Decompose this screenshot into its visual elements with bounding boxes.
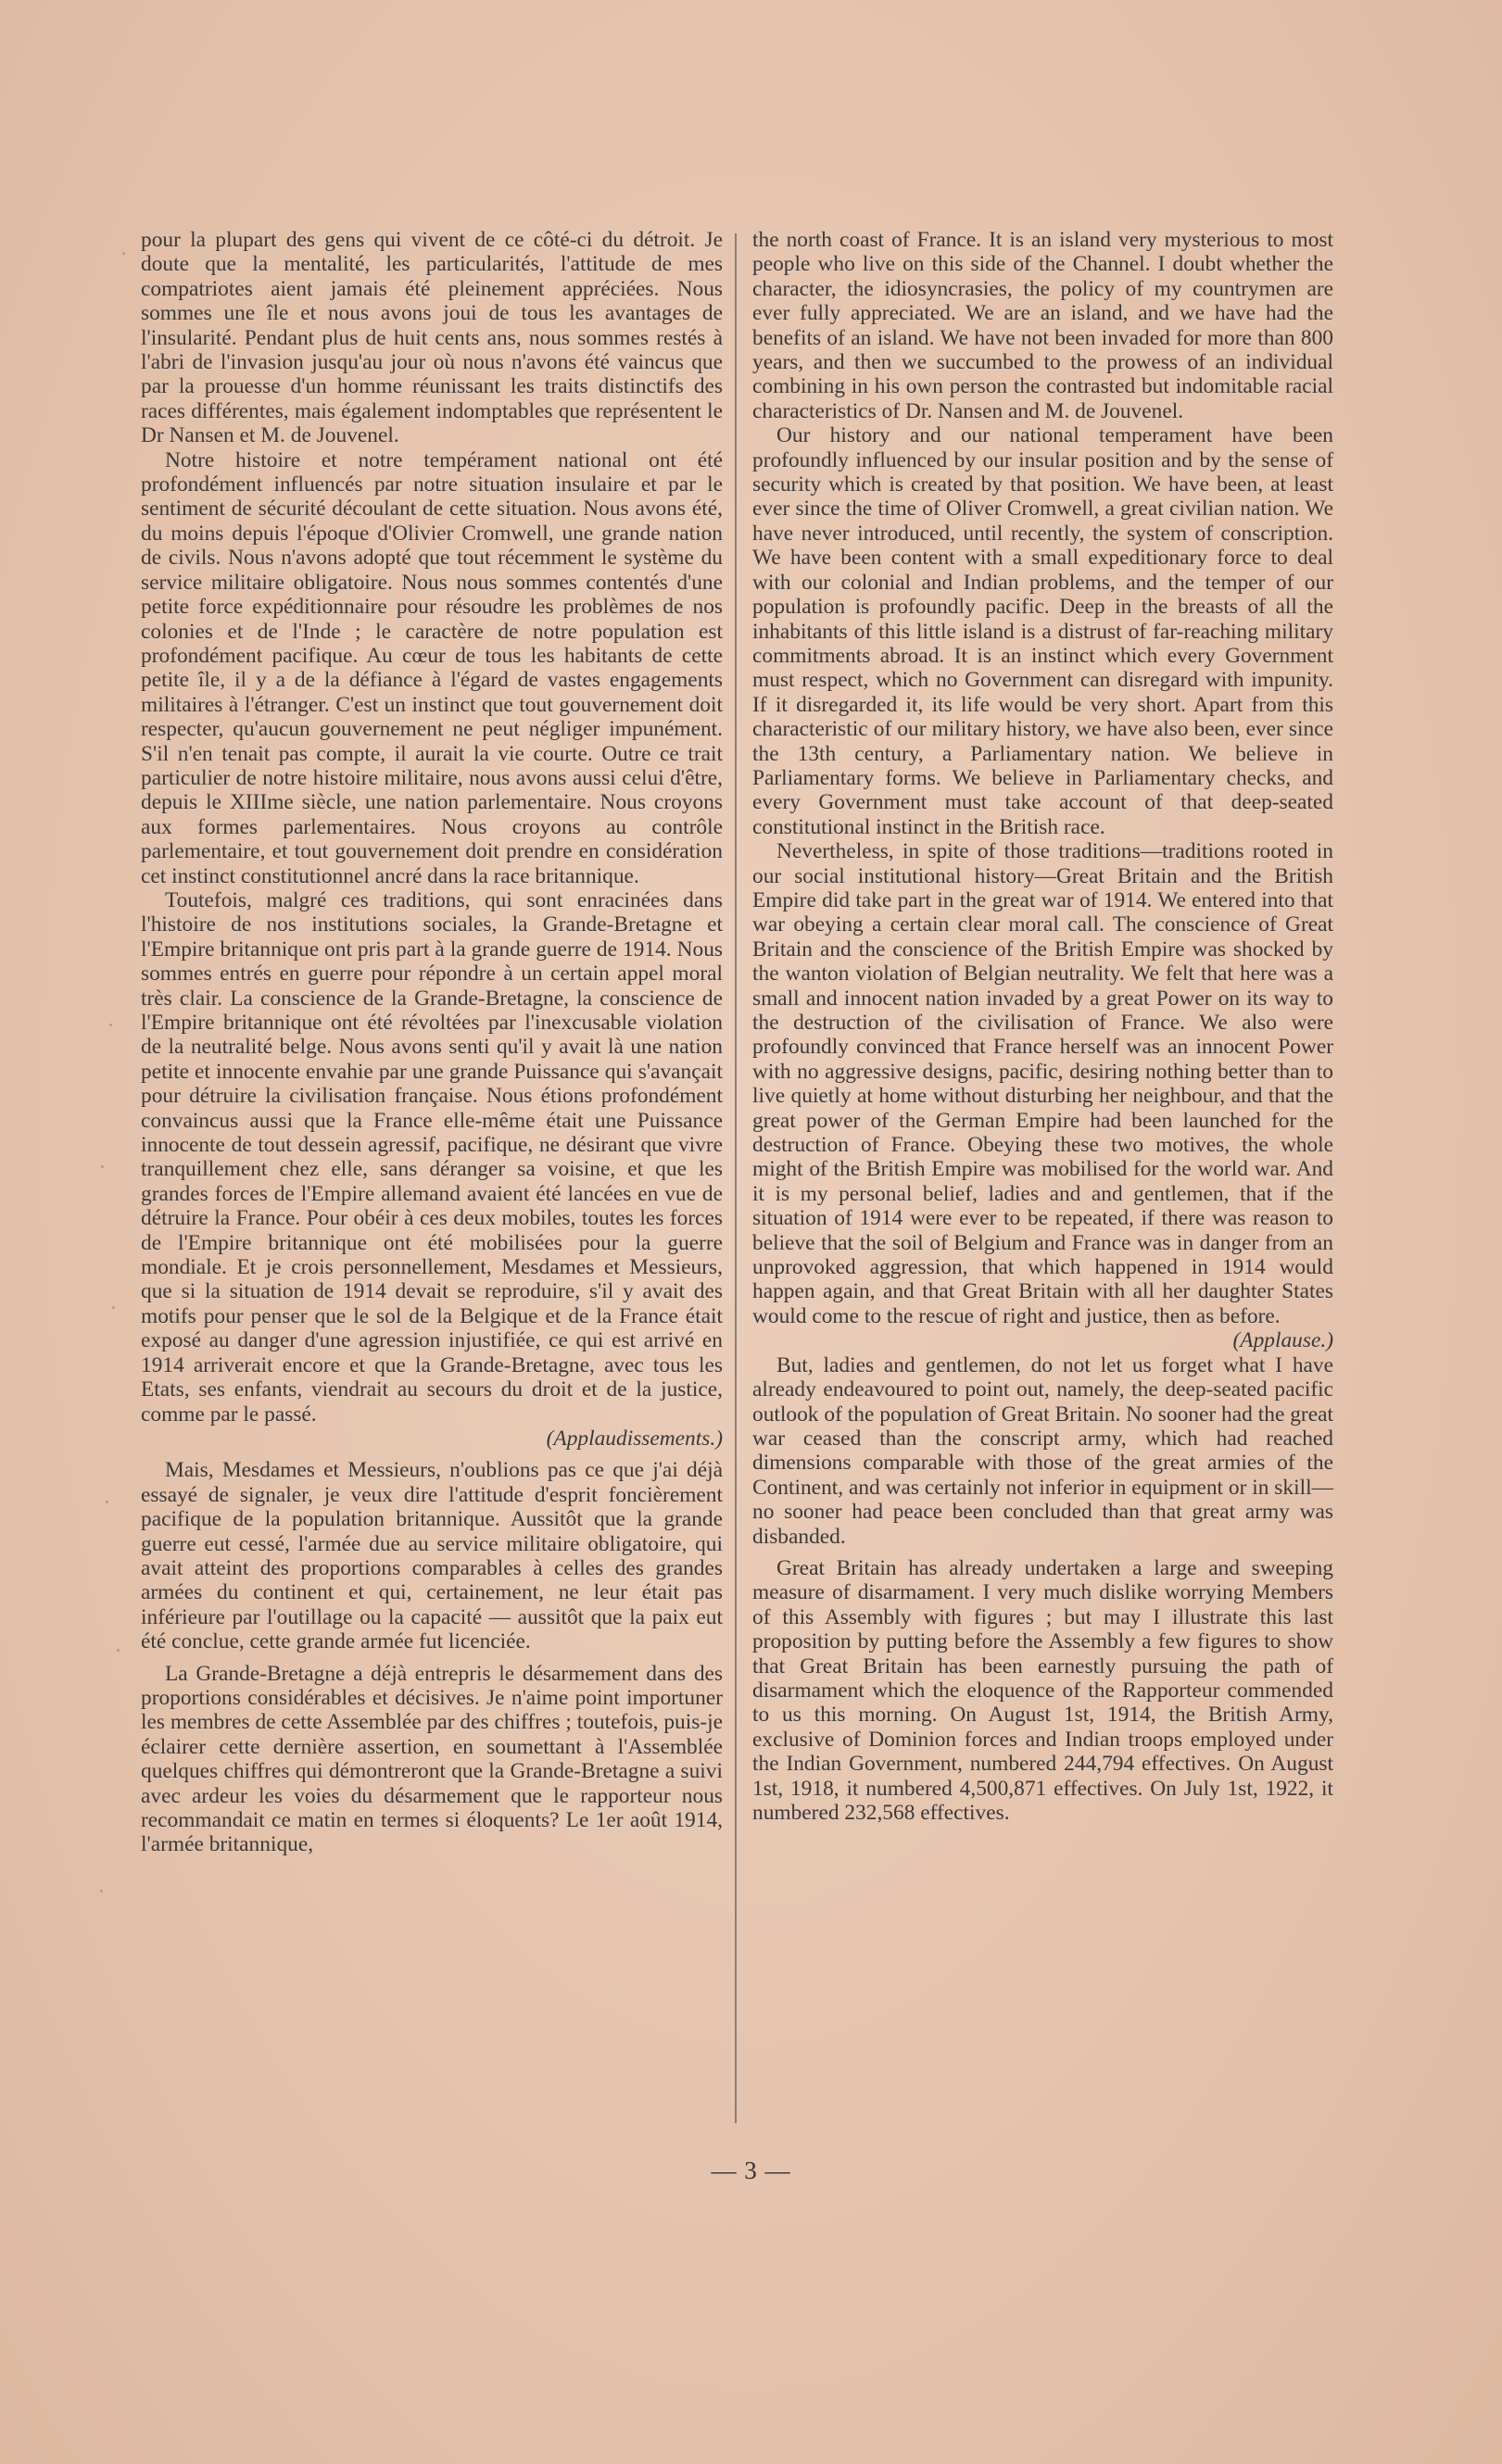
- paper-speck: [109, 1024, 112, 1026]
- paper-speck: [101, 1165, 104, 1168]
- paper-speck: [117, 1649, 120, 1652]
- paper-speck: [100, 1890, 103, 1892]
- paragraph: Toutefois, malgré ces traditions, qui sont enracinées dans l'histoire de nos institutions sociales, la Grande-Bretagne et l'Empire britannique ont pris part à la grande guerre de 1914. Nous sommes entrés en guerre pour répondre à un certain appel moral très clair. La conscience de la Grande-Bretagne, la conscience de l'Empire britannique ont été révoltées par l'inexcusable violation de la neutralité belge. Nous avons senti qu'il y avait là une nation petite et innocente envahie par une grande Puissance qui s'avançait pour détruire la civilisation française. Nous étions profondément convaincus aussi que la France elle-même était une Puissance innocente de tout dessein agressif, pacifique, ne désirant que vivre tranquillement chez elle, sans déranger sa voisine, et que les grandes forces de l'Empire allemand avaient été lancées en vue de détruire la France. Pour obéir à ces deux mobiles, toutes les forces de l'Empire britannique ont été mobilisées pour la guerre mondiale. Et je crois personnellement, Mesdames et Messieurs, que si la situation de 1914 devait se reproduire, s'il y avait des motifs pour penser que le sol de la Belgique et de la France était exposé au danger d'une agression injustifiée, ce qui est arrivé en 1914 arriverait encore et que la Grande-Bretagne, avec tous les Etats, ses enfants, viendrait au secours du droit et de la justice, comme par le passé.: [141, 887, 723, 1427]
- column-divider: [735, 233, 737, 2123]
- paragraph: Mais, Mesdames et Messieurs, n'oublions pas ce que j'ai déjà essayé de signaler, je veux dire l'attitude d'esprit foncièrement pacifique de la population britannique. Aussitôt que la grande guerre eut cessé, l'armée due au service militaire obligatoire, qui avait atteint des proportions comparables à celles des grandes armées du continent et qui, certainement, ne leur était pas inférieure par l'outillage ou la capacité — aussitôt que la paix eut été conclue, cette grande armée fut licenciée.: [141, 1458, 723, 1654]
- paragraph: Notre histoire et notre tempérament national ont été profondément influencés par notre situation insulaire et par le sentiment de sécurité découlant de cette situation. Nous avons été, du moins depuis l'époque d'Olivier Cromwell, une grande nation de civils. Nous n'avons adopté que tout récemment le système du service militaire obligatoire. Nous nous sommes contentés d'une petite force expéditionnaire pour résoudre les problèmes de nos colonies et de l'Inde ; le caractère de notre population est profondément pacifique. Au cœur de tous les habitants de cette petite île, il y a de la défiance à l'égard de vastes engagements militaires à l'étranger. C'est un instinct que tout gouvernement doit respecter, qu'aucun gouvernement ne peut négliger impunément. S'il n'en tenait pas compte, il aurait la vie courte. Outre ce trait particulier de notre histoire militaire, nous avons aussi celui d'être, depuis le XIIIme siècle, une nation parlementaire. Nous croyons aux formes parlementaires. Nous croyons au contrôle parlementaire, et tout gouvernement doit prendre en considération cet instinct constitutionnel ancré dans la race britannique.: [141, 447, 723, 888]
- paragraph: the north coast of France. It is an island very mysterious to most people who live on this side of the Channel. I doubt whether the character, the idiosyncrasies, the policy of my countrymen are ever fully appreciated. We are an island, and we have had the benefits of an island. We have not been invaded for more than 800 years, and then we succumbed to the prowess of an individual combining in his own person the contrasted but indomitable racial characteristics of Dr. Nansen and M. de Jouvenel.: [752, 228, 1333, 423]
- paper-speck: [112, 1306, 115, 1309]
- paper-speck: [106, 1501, 108, 1503]
- paper-speck: [122, 252, 125, 255]
- paragraph: pour la plupart des gens qui vivent de ce côté-ci du détroit. Je doute que la mentalité, les particularités, l'attitude de mes compatriotes aient jamais été pleinement appréciées. Nous sommes une île et nous avons joui de tous les avantages de l'insularité. Pendant plus de huit cents ans, nous sommes restés à l'abri de l'invasion jusqu'au jour où nous n'avons été vaincus que par la prouesse d'un homme réunissant les traits distinctifs des races différentes, mais également indomptables que représentent le Dr Nansen et M. de Jouvenel.: [141, 228, 723, 448]
- applause-note: (Applaudissements.): [546, 1426, 723, 1451]
- english-column: [752, 228, 1333, 1825]
- page-number: — 3 —: [711, 2156, 791, 2184]
- paragraph: But, ladies and gentlemen, do not let us forget what I have already endeavoured to point out, namely, the deep-seated pacific outlook of the population of Great Britain. No sooner had the great war ceased than the conscript army, which had reached dimensions comparable with those of the great armies of the Continent, and was certainly not inferior in equipment or in skill—no sooner had peace been concluded than that great army was disbanded.: [752, 1352, 1333, 1549]
- paragraph: Nevertheless, in spite of those traditions—traditions rooted in our social institutional history—Great Britain and the British Empire did take part in the great war of 1914. We entered into that war obeying a certain clear moral call. The conscience of Great Britain and the conscience of the British Empire was shocked by the wanton violation of Belgian neutrality. We felt that here was a small and innocent nation invaded by a great Power on its way to the destruction of the civilisation of France. We also were profoundly convinced that France herself was an innocent Power with no aggressive designs, pacific, desiring nothing better than to live quietly at home without disturbing her neighbour, and that the great power of the German Empire had been launched for the destruction of France. Obeying these two motives, the whole might of the British Empire was mobilised for the world war. And it is my personal belief, ladies and and gentlemen, that if the situation of 1914 were ever to be repeated, if there was reason to believe that the soil of Belgium and France was in danger from an unprovoked aggression, that which happened in 1914 would happen again, and that Great Britain with all her daughter States would come to the rescue of right and justice, then as before.: [752, 839, 1333, 1328]
- french-column: [141, 228, 723, 1857]
- paragraph: Our history and our national temperament have been profoundly influenced by our insular position and by the sense of security which is created by that position. We have been, at least ever since the time of Oliver Cromwell, a great civilian nation. We have never introduced, until recently, the system of conscription. We have been content with a small expeditionary force to deal with our colonial and Indian problems, and the temper of our population is profoundly pacific. Deep in the breasts of all the inhabitants of this little island is a distrust of far-reaching military commitments abroad. It is an instinct which every Government must respect, which no Government can disregard with impunity. If it disregarded it, its life would be very short. Apart from this characteristic of our military history, we have also been, ever since the 13th century, a Parliamentary nation. We believe in Parliamentary forms. We believe in Parliamentary checks, and every Government must take account of that deep-seated constitutional instinct in the British race.: [752, 423, 1333, 839]
- applause-note: (Applause.): [1232, 1328, 1333, 1353]
- paragraph: Great Britain has already undertaken a large and sweeping measure of disarmament. I very much dislike worrying Members of this Assembly with figures ; but may I illustrate this last proposition by putting before the Assembly a few figures to show that Great Britain has been earnestly pursuing the path of disarmament which the eloquence of the Rapporteur commended to us this morning. On August 1st, 1914, the British Army, exclusive of Dominion forces and Indian troops employed under the Indian Government, numbered 244,794 effectives. On August 1st, 1918, it numbered 4,500,871 effectives. On July 1st, 1922, it numbered 232,568 effectives.: [752, 1555, 1333, 1825]
- paragraph: La Grande-Bretagne a déjà entrepris le désarmement dans des proportions considérables et décisives. Je n'aime point importuner les membres de cette Assemblée par des chiffres ; toutefois, puis-je éclairer cette dernière assertion, en soumettant à l'Assemblée quelques chiffres qui démontreront que la Grande-Bretagne a suivi avec ardeur les voies du désarmement que le rapporteur nous recommandait ce matin en termes si éloquents? Le 1er août 1914, l'armée britannique,: [141, 1661, 723, 1857]
